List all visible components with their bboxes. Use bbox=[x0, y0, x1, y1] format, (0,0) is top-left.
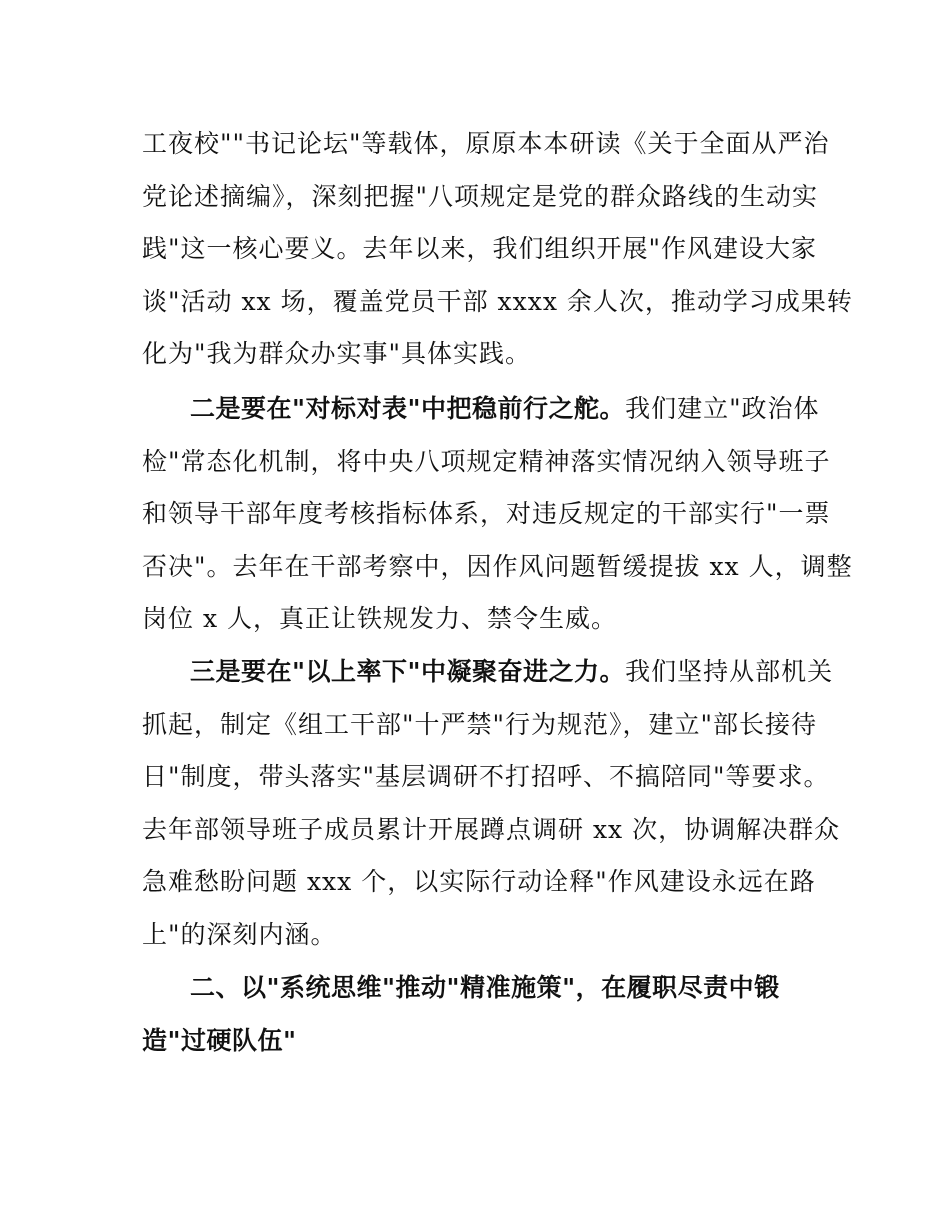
section-title bbox=[142, 962, 822, 1067]
text-line: 党论述摘编》，深刻把握"八项规定是党的群众路线的生动实 bbox=[142, 181, 819, 211]
text-line: 日"制度，带头落实"基层调研不打招呼、不搞陪同"等要求。 bbox=[142, 762, 830, 791]
paragraph-benchmark bbox=[142, 383, 853, 646]
paragraph-study bbox=[142, 118, 853, 381]
section-title-line: 造"过硬队伍" bbox=[142, 1025, 297, 1055]
paragraph-heading: 二是要在"对标对表"中把稳前行之舵。 bbox=[190, 394, 626, 423]
text-line: 急难愁盼问题 xxx 个，以实际行动诠释"作风建设永远在路 bbox=[142, 867, 816, 896]
text-line: 践"这一核心要义。去年以来，我们组织开展"作风建设大家 bbox=[142, 234, 818, 263]
paragraph-text: 我们坚持从部机关 bbox=[625, 657, 834, 686]
text-line: 谈"活动 xx 场，覆盖党员干部 xxxx 余人次，推动学习成果转 bbox=[142, 286, 853, 316]
paragraph-first-line bbox=[142, 646, 834, 699]
paragraph-heading: 三是要在"以上率下"中凝聚奋进之力。 bbox=[190, 657, 626, 686]
text-line: 岗位 x 人，真正让铁规发力、禁令生威。 bbox=[142, 604, 617, 633]
paragraph-first-line bbox=[142, 383, 822, 436]
text-line: 抓起，制定《组工干部"十严禁"行为规范》，建立"部长接待 bbox=[142, 709, 817, 739]
text-line: 检"常态化机制，将中央八项规定精神落实情况纳入领导班子 bbox=[142, 446, 831, 476]
text-line: 上"的深刻内涵。 bbox=[142, 919, 337, 949]
section-title-line: 二、以"系统思维"推动"精准施策"，在履职尽责中锻 bbox=[190, 973, 780, 1002]
text-line: 和领导干部年度考核指标体系，对违反规定的干部实行"一票 bbox=[142, 499, 831, 528]
paragraph-text: 我们建立"政治体 bbox=[625, 394, 820, 423]
text-line: 去年部领导班子成员累计开展蹲点调研 xx 次，协调解决群众 bbox=[142, 814, 841, 844]
text-line: 化为"我为群众办实事"具体实践。 bbox=[142, 339, 531, 368]
text-line: 工夜校""书记论坛"等载体，原原本本研读《关于全面从严治 bbox=[142, 129, 830, 158]
text-line: 否决"。去年在干部考察中，因作风问题暂缓提拔 xx 人，调整 bbox=[142, 551, 853, 581]
paragraph-lead-by-example bbox=[142, 646, 841, 961]
